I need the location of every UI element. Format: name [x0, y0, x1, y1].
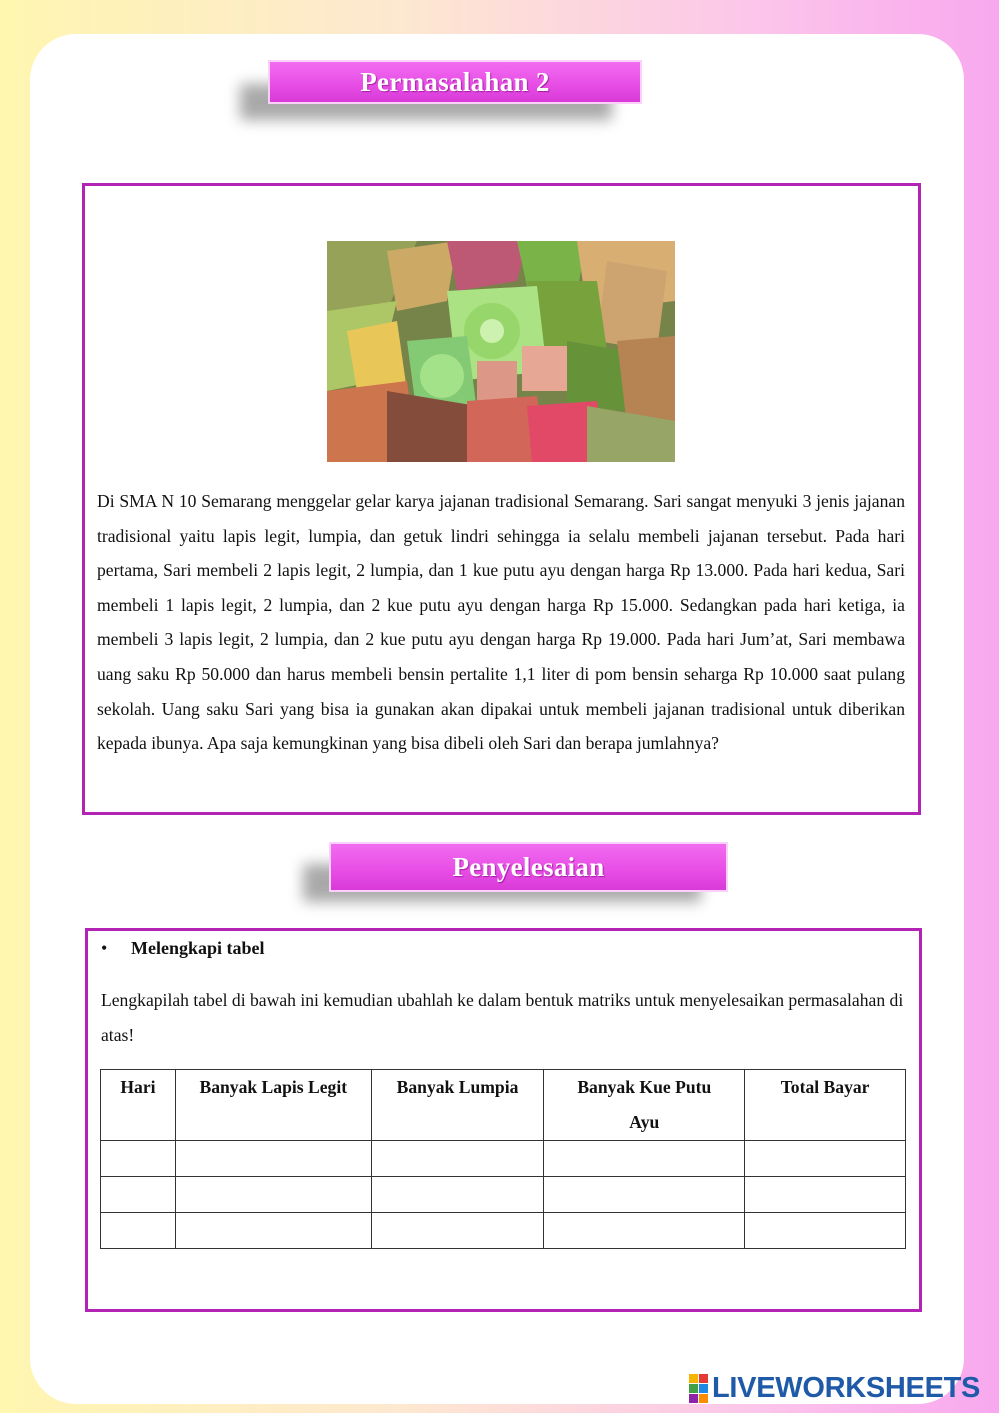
problem-text: Di SMA N 10 Semarang menggelar gelar karya jajanan tradisional Semarang. Sari sangat menyuki 3 jenis jajanan tradisional yaitu lapis legit, lumpia, dan getuk lindri sehingga ia selalu membeli jajanan tersebut. Pada hari pertama, Sari membeli 2 lapis legit, 2 lumpia, dan 1 kue putu ayu dengan harga Rp 13.000. Pada hari kedua, Sari membeli 1 lapis legit, 2 lumpia, dan 2 kue putu ayu dengan harga Rp 15.000. Sedangkan pada hari ketiga, ia membeli 3 lapis legit, 2 lumpia, dan 2 kue putu ayu dengan harga Rp 19.000. Pada hari Jum’at, Sari membawa uang saku Rp 50.000 dan harus membeli bensin pertalite 1,1 liter di pom bensin seharga Rp 10.000 saat pulang sekolah. Uang saku Sari yang bisa ia gunakan akan dipakai untuk membeli jajanan tradisional untuk diberikan kepada ibunya. Apa saja kemungkinan yang bisa dibeli oleh Sari dan berapa jumlahnya? [97, 491, 905, 754]
cell-input[interactable] [544, 1213, 745, 1249]
problem-title: Permasalahan 2 [268, 60, 642, 104]
solution-banner [329, 842, 728, 922]
cell-input[interactable] [101, 1177, 176, 1213]
header-lapis-legit: Banyak Lapis Legit [175, 1070, 371, 1141]
header-lumpia: Banyak Lumpia [371, 1070, 544, 1141]
liveworksheets-logo[interactable] [689, 1372, 980, 1404]
table-row [101, 1141, 906, 1177]
problem-banner [268, 60, 642, 140]
cell-input[interactable] [175, 1213, 371, 1249]
cell-input[interactable] [371, 1141, 544, 1177]
liveworksheets-logo-icon [689, 1374, 708, 1403]
liveworksheets-brand: LIVEWORKSHEETS [712, 1371, 981, 1404]
solution-title: Penyelesaian [329, 842, 728, 892]
instruction-text: Lengkapilah tabel di bawah ini kemudian ubahlah ke dalam bentuk matriks untuk menyelesaikan permasalahan di atas! [101, 990, 904, 1045]
step-title: Melengkapi tabel [131, 938, 265, 958]
cell-input[interactable] [101, 1213, 176, 1249]
table-header-row [101, 1070, 906, 1141]
cell-input[interactable] [745, 1141, 906, 1177]
cell-input[interactable] [745, 1177, 906, 1213]
cell-input[interactable] [371, 1213, 544, 1249]
step-heading [101, 938, 265, 959]
bullet-icon: • [101, 938, 108, 958]
answer-table [100, 1069, 906, 1249]
table-row [101, 1177, 906, 1213]
cell-input[interactable] [544, 1141, 745, 1177]
cell-input[interactable] [101, 1141, 176, 1177]
table-row [101, 1213, 906, 1249]
traditional-snacks-photo [327, 241, 675, 462]
cell-input[interactable] [544, 1177, 745, 1213]
cell-input[interactable] [175, 1177, 371, 1213]
cell-input[interactable] [175, 1141, 371, 1177]
header-kue-putu-ayu: Banyak Kue Putu Ayu [544, 1070, 745, 1141]
header-hari: Hari [101, 1070, 176, 1141]
cell-input[interactable] [371, 1177, 544, 1213]
cell-input[interactable] [745, 1213, 906, 1249]
header-total-bayar: Total Bayar [745, 1070, 906, 1141]
